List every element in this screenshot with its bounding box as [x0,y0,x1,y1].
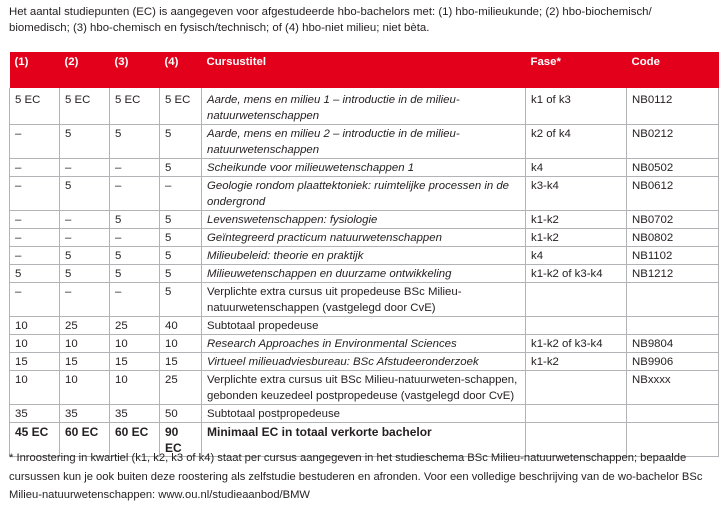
col-1-ec: 10 [10,371,60,405]
code: NB9906 [627,353,719,371]
table-row [10,247,719,265]
col-1-ec: – [10,229,60,247]
course-title: Verplichte extra cursus uit BSc Milieu-natuurweten-schappen, gebonden keuzedeel postpropedeuse (vastgelegd door CvE) [202,371,526,405]
col-1-ec: 10 [10,335,60,353]
code: NB1102 [627,247,719,265]
col-2-ec: – [60,283,110,317]
col-3-ec: – [110,177,160,211]
code: NB0702 [627,211,719,229]
col-4-ec: – [160,177,202,211]
table-row [10,229,719,247]
col-4-ec: 5 EC [160,88,202,125]
course-table [9,52,719,457]
col-3-ec: 10 [110,335,160,353]
col-4-ec: 25 [160,371,202,405]
table-row [10,177,719,211]
course-title: Geïntegreerd practicum natuurwetenschappen [202,229,526,247]
phase [526,371,627,405]
col-2-ec: – [60,211,110,229]
col-3-ec: – [110,159,160,177]
col-1-ec: – [10,283,60,317]
header-col-4: (4) [160,52,202,88]
col-1-ec: – [10,177,60,211]
col-3-ec: – [110,283,160,317]
col-3-ec: 35 [110,405,160,423]
course-title: Aarde, mens en milieu 1 – introductie in de milieu-natuurwetenschappen [202,88,526,125]
col-2-ec: – [60,229,110,247]
phase [526,283,627,317]
col-1-ec: 35 [10,405,60,423]
table-row [10,317,719,335]
col-2-ec: 5 [60,125,110,159]
code: NB0612 [627,177,719,211]
col-4-ec: 5 [160,229,202,247]
col-1-ec: 5 EC [10,88,60,125]
col-4-ec: 5 [160,247,202,265]
col-2-ec: 15 [60,353,110,371]
course-title: Subtotaal postpropedeuse [202,405,526,423]
table-row [10,211,719,229]
phase: k1-k2 [526,211,627,229]
code: NBxxxx [627,371,719,405]
course-title: Milieubeleid: theorie en praktijk [202,247,526,265]
header-fase: Fase* [526,52,627,88]
table-row [10,335,719,353]
col-3-ec: 5 [110,247,160,265]
col-3-ec: 15 [110,353,160,371]
col-3-ec: 5 [110,265,160,283]
col-1-ec: – [10,159,60,177]
table-row [10,283,719,317]
col-4-ec: 50 [160,405,202,423]
col-2-ec: 5 [60,247,110,265]
col-3-ec: 60 EC [110,423,160,457]
header-col-3: (3) [110,52,160,88]
col-4-ec: 15 [160,353,202,371]
course-title: Aarde, mens en milieu 2 – introductie in de milieu-natuurwetenschappen [202,125,526,159]
phase [526,405,627,423]
code: NB0212 [627,125,719,159]
course-title: Minimaal EC in totaal verkorte bachelor [202,423,526,457]
col-4-ec: 5 [160,265,202,283]
col-1-ec: 10 [10,317,60,335]
course-title: Levenswetenschappen: fysiologie [202,211,526,229]
header-col-1: (1) [10,52,60,88]
table-row [10,371,719,405]
col-3-ec: 5 [110,125,160,159]
table-row [10,265,719,283]
col-2-ec: 5 [60,177,110,211]
col-3-ec: 25 [110,317,160,335]
col-2-ec: 35 [60,405,110,423]
col-2-ec: 25 [60,317,110,335]
phase: k3-k4 [526,177,627,211]
course-title: Milieuwetenschappen en duurzame ontwikkeling [202,265,526,283]
phase: k1-k2 [526,353,627,371]
course-title: Verplichte extra cursus uit propedeuse BSc Milieu-natuurwetenschappen (vastgelegd door CvE) [202,283,526,317]
code [627,405,719,423]
col-1-ec: – [10,211,60,229]
table-row [10,88,719,125]
course-title: Research Approaches in Environmental Sciences [202,335,526,353]
col-2-ec: 60 EC [60,423,110,457]
code: NB0112 [627,88,719,125]
col-2-ec: 10 [60,371,110,405]
col-4-ec: 40 [160,317,202,335]
col-3-ec: 5 EC [110,88,160,125]
code: NB9804 [627,335,719,353]
intro-text: Het aantal studiepunten (EC) is aangegeven voor afgestudeerde hbo-bachelors met: (1) hbo-milieukunde; (2) hbo-biochemisch/ biomedisch; (3) hbo-chemisch en fysisch/technisch; of (4) hbo-niet milieu; niet bèta. [9,6,652,34]
footnote: * Inroostering in kwartiel (k1, k2, k3 of k4) staat per cursus aangegeven in het studieschema BSc Milieu-natuurwetenschappen; bepaalde cursussen kun je ook buiten deze roostering als zelfstudie bestuderen en afronden. Voor een volledige beschrijving van de wo-bachelor BSc Milieu-natuurwetenschappen: www.ou.nl/studieaanbod/BMW [9,452,703,501]
header-cursustitel: Cursustitel [202,52,526,88]
col-3-ec: 10 [110,371,160,405]
col-1-ec: 15 [10,353,60,371]
course-title: Scheikunde voor milieuwetenschappen 1 [202,159,526,177]
col-2-ec: – [60,159,110,177]
course-title: Geologie rondom plaattektoniek: ruimtelijke processen in de ondergrond [202,177,526,211]
table-header-row [10,52,719,88]
col-4-ec: 10 [160,335,202,353]
header-code: Code [627,52,719,88]
col-4-ec: 5 [160,211,202,229]
code: NB0502 [627,159,719,177]
phase: k2 of k4 [526,125,627,159]
table-row [10,125,719,159]
col-4-ec: 5 [160,125,202,159]
phase: k1 of k3 [526,88,627,125]
col-2-ec: 10 [60,335,110,353]
col-2-ec: 5 EC [60,88,110,125]
col-3-ec: – [110,229,160,247]
col-1-ec: 45 EC [10,423,60,457]
phase [526,317,627,335]
col-2-ec: 5 [60,265,110,283]
col-4-ec: 5 [160,283,202,317]
phase: k4 [526,159,627,177]
col-4-ec: 5 [160,159,202,177]
phase: k1-k2 of k3-k4 [526,265,627,283]
header-col-2: (2) [60,52,110,88]
col-1-ec: – [10,125,60,159]
course-title: Subtotaal propedeuse [202,317,526,335]
table-body [10,88,719,457]
table-row [10,353,719,371]
phase: k4 [526,247,627,265]
col-1-ec: 5 [10,265,60,283]
col-1-ec: – [10,247,60,265]
table-row [10,405,719,423]
code [627,283,719,317]
col-3-ec: 5 [110,211,160,229]
course-title: Virtueel milieuadviesbureau: BSc Afstudeeronderzoek [202,353,526,371]
table-row [10,159,719,177]
code: NB1212 [627,265,719,283]
code [627,317,719,335]
phase: k1-k2 [526,229,627,247]
col-4-ec: 90 EC [160,423,202,457]
phase: k1-k2 of k3-k4 [526,335,627,353]
code: NB0802 [627,229,719,247]
